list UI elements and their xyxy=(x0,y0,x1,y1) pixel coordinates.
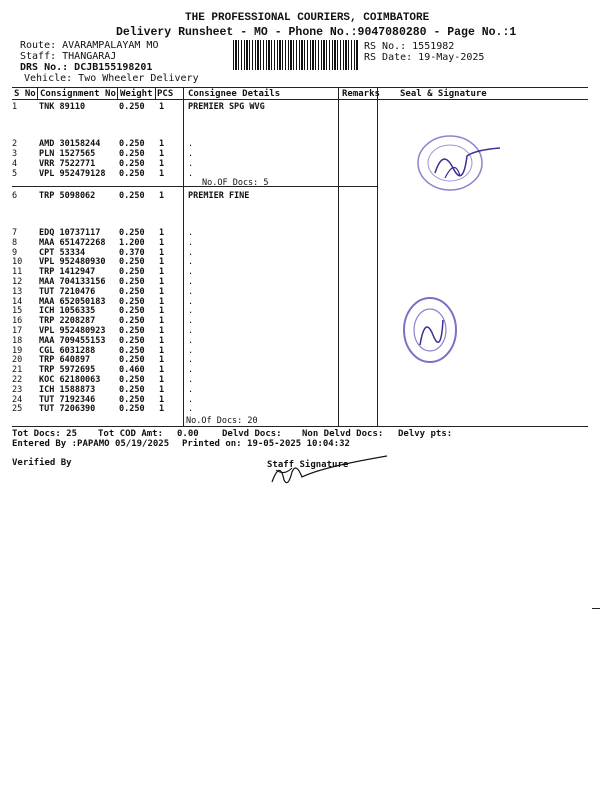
row-details: . xyxy=(188,228,194,238)
row-sno: 23 xyxy=(12,384,23,395)
row-sno: 24 xyxy=(12,394,23,405)
col-header-details: Consignee Details xyxy=(188,89,281,99)
row-details: . xyxy=(188,169,194,179)
table-row xyxy=(0,287,380,297)
row-consignment: TRP 1412947 xyxy=(39,267,96,278)
table-row xyxy=(0,306,380,316)
row-consignment: PLN 1527565 xyxy=(39,149,96,159)
table-row xyxy=(0,277,380,287)
row-pcs: 1 xyxy=(159,277,165,287)
row-consignment: VPL 952480923 xyxy=(39,326,106,336)
row-pcs: 1 xyxy=(159,267,165,278)
table-row xyxy=(0,191,380,201)
row-consignment: ICH 1588873 xyxy=(39,384,96,395)
seal-stamp-2 xyxy=(395,290,465,370)
group2-doc-count: No.Of Docs: 20 xyxy=(186,416,258,426)
row-details: . xyxy=(188,286,194,297)
row-weight: 0.370 xyxy=(119,247,145,258)
row-weight: 0.250 xyxy=(119,277,145,287)
table-row xyxy=(0,404,380,414)
row-weight: 0.250 xyxy=(119,404,145,415)
row-details: . xyxy=(188,365,194,376)
table-row xyxy=(0,326,380,336)
row-sno: 9 xyxy=(12,247,18,258)
row-details: . xyxy=(188,335,194,346)
row-pcs: 1 xyxy=(159,355,165,366)
row-weight: 0.250 xyxy=(119,316,145,327)
margin-mark xyxy=(592,608,600,609)
row-weight: 1.200 xyxy=(119,237,145,248)
row-sno: 17 xyxy=(12,326,23,336)
row-weight: 0.250 xyxy=(119,159,145,169)
row-weight: 0.250 xyxy=(119,102,145,112)
row-sno: 22 xyxy=(12,375,23,385)
rs-number: RS No.: 1551982 xyxy=(364,41,455,52)
row-sno: 19 xyxy=(12,345,23,356)
group2-consignee: PREMIER FINE xyxy=(188,191,250,201)
row-weight: 0.250 xyxy=(119,169,145,179)
row-consignment: MAA 704133156 xyxy=(39,277,106,287)
barcode xyxy=(233,40,358,70)
row-pcs: 1 xyxy=(159,102,165,112)
row-pcs: 1 xyxy=(159,257,165,268)
total-docs: Tot Docs: 25 xyxy=(12,429,78,439)
table-row xyxy=(0,316,380,326)
row-pcs: 1 xyxy=(159,247,165,258)
row-sno: 25 xyxy=(12,404,23,415)
row-pcs: 1 xyxy=(159,384,165,395)
row-weight: 0.250 xyxy=(119,394,145,405)
rs-date: RS Date: 19-May-2025 xyxy=(364,52,485,63)
row-sno: 14 xyxy=(12,296,23,307)
group1-doc-count: No.OF Docs: 5 xyxy=(202,178,269,188)
row-consignment: KOC 62180063 xyxy=(39,375,101,385)
table-bottom-rule xyxy=(12,426,588,427)
row-pcs: 1 xyxy=(159,375,165,385)
row-details: . xyxy=(188,345,194,356)
row-pcs: 1 xyxy=(159,159,165,169)
col-header-sno: S No xyxy=(14,89,36,99)
row-pcs: 1 xyxy=(159,345,165,356)
table-row xyxy=(0,385,380,395)
table-row xyxy=(0,257,380,267)
col-divider xyxy=(117,88,118,99)
row-weight: 0.250 xyxy=(119,326,145,336)
row-weight: 0.250 xyxy=(119,257,145,268)
row-details: . xyxy=(188,316,194,327)
row-weight: 0.250 xyxy=(119,306,145,317)
row-details: . xyxy=(188,326,194,336)
table-row xyxy=(0,395,380,405)
table-header-rule xyxy=(12,99,588,100)
non-delivered-docs: Non Delvd Docs: xyxy=(302,429,384,439)
row-consignment: TUT 7206390 xyxy=(39,404,96,415)
col-header-pcs: PCS xyxy=(157,89,174,99)
row-details: . xyxy=(188,306,194,317)
table-row xyxy=(0,149,380,159)
table-row xyxy=(0,267,380,277)
row-sno: 15 xyxy=(12,306,23,317)
table-row xyxy=(0,375,380,385)
row-weight: 0.250 xyxy=(119,286,145,297)
row-pcs: 1 xyxy=(159,404,165,415)
row-details: . xyxy=(188,375,194,385)
staff-signature-scribble xyxy=(262,452,392,492)
delivered-docs: Delvd Docs: xyxy=(222,429,282,439)
row-sno: 1 xyxy=(12,102,18,112)
table-row xyxy=(0,355,380,365)
row-details: . xyxy=(188,384,194,395)
table-row xyxy=(0,336,380,346)
row-weight: 0.250 xyxy=(119,296,145,307)
row-consignment: TNK 89110 xyxy=(39,102,86,112)
row-details: . xyxy=(188,394,194,405)
col-divider xyxy=(155,88,156,99)
row-pcs: 1 xyxy=(159,296,165,307)
drs-number: DRS No.: DCJB155198201 xyxy=(20,62,153,73)
row-consignment: VPL 952480930 xyxy=(39,257,106,268)
total-cod-label: Tot COD Amt: xyxy=(98,429,164,439)
total-cod-value: 0.00 xyxy=(177,429,199,439)
row-details: . xyxy=(188,139,194,149)
table-row xyxy=(0,346,380,356)
table-row xyxy=(0,297,380,307)
row-consignment: MAA 709455153 xyxy=(39,335,106,346)
row-sno: 5 xyxy=(12,169,18,179)
row-weight: 0.250 xyxy=(119,228,145,238)
row-weight: 0.250 xyxy=(119,139,145,149)
row-sno: 4 xyxy=(12,159,18,169)
row-pcs: 1 xyxy=(159,169,165,179)
row-weight: 0.460 xyxy=(119,365,145,376)
row-details: . xyxy=(188,247,194,258)
table-row xyxy=(0,228,380,238)
row-sno: 16 xyxy=(12,316,23,327)
row-consignment: MAA 651472268 xyxy=(39,237,106,248)
table-row xyxy=(0,238,380,248)
row-sno: 20 xyxy=(12,355,23,366)
delivery-points: Delvy pts: xyxy=(398,429,453,439)
row-details: . xyxy=(188,149,194,159)
row-consignment: VPL 952479128 xyxy=(39,169,106,179)
row-sno: 3 xyxy=(12,149,18,159)
row-consignment: EDQ 10737117 xyxy=(39,228,101,238)
route: Route: AVARAMPALAYAM MO xyxy=(20,40,159,51)
row-sno: 12 xyxy=(12,277,23,287)
table-row xyxy=(0,169,380,179)
row-pcs: 1 xyxy=(159,191,165,201)
row-pcs: 1 xyxy=(159,335,165,346)
row-weight: 0.250 xyxy=(119,191,145,201)
company-name: THE PROFESSIONAL COURIERS, COIMBATORE xyxy=(185,12,430,24)
table-row xyxy=(0,365,380,375)
row-consignment: MAA 652050183 xyxy=(39,296,106,307)
row-details: . xyxy=(188,159,194,169)
row-consignment: TRP 5098062 xyxy=(39,191,96,201)
row-pcs: 1 xyxy=(159,286,165,297)
row-sno: 7 xyxy=(12,228,18,238)
table-row xyxy=(0,139,380,149)
row-details: . xyxy=(188,277,194,287)
row-pcs: 1 xyxy=(159,237,165,248)
row-sno: 21 xyxy=(12,365,23,376)
row-consignment: TRP 640897 xyxy=(39,355,91,366)
col-divider xyxy=(37,88,38,99)
table-row xyxy=(0,159,380,169)
row-weight: 0.250 xyxy=(119,335,145,346)
group-divider xyxy=(12,186,378,187)
row-weight: 0.250 xyxy=(119,149,145,159)
table-row xyxy=(0,248,380,258)
printed-on: Printed on: 19-05-2025 10:04:32 xyxy=(182,439,350,449)
row-consignment: TRP 5972695 xyxy=(39,365,96,376)
row-pcs: 1 xyxy=(159,139,165,149)
row-pcs: 1 xyxy=(159,149,165,159)
row-consignment: CGL 6031288 xyxy=(39,345,96,356)
row-pcs: 1 xyxy=(159,316,165,327)
row-weight: 0.250 xyxy=(119,345,145,356)
row-weight: 0.250 xyxy=(119,355,145,366)
row-consignment: CPT 53334 xyxy=(39,247,86,258)
entered-by: Entered By :PAPAMO 05/19/2025 xyxy=(12,439,170,449)
row-pcs: 1 xyxy=(159,306,165,317)
row-weight: 0.250 xyxy=(119,375,145,385)
row-sno: 18 xyxy=(12,335,23,346)
row-details: . xyxy=(188,404,194,415)
row-weight: 0.250 xyxy=(119,267,145,278)
row-consignment: TUT 7210476 xyxy=(39,286,96,297)
row-details: . xyxy=(188,355,194,366)
col-header-seal: Seal & Signature xyxy=(400,89,487,99)
col-header-remarks: Remarks xyxy=(342,89,380,99)
group1-consignee: PREMIER SPG WVG xyxy=(188,102,265,112)
row-sno: 10 xyxy=(12,257,23,268)
row-sno: 11 xyxy=(12,267,23,278)
row-consignment: TUT 7192346 xyxy=(39,394,96,405)
table-top-rule xyxy=(12,87,588,88)
col-header-weight: Weight xyxy=(120,89,153,99)
row-consignment: ICH 1056335 xyxy=(39,306,96,317)
row-pcs: 1 xyxy=(159,394,165,405)
row-sno: 8 xyxy=(12,237,18,248)
row-sno: 6 xyxy=(12,191,18,201)
row-consignment: TRP 2208287 xyxy=(39,316,96,327)
row-consignment: AMD 30158244 xyxy=(39,139,101,149)
staff: Staff: THANGARAJ xyxy=(20,51,117,62)
row-pcs: 1 xyxy=(159,365,165,376)
row-sno: 13 xyxy=(12,286,23,297)
row-consignment: VRR 7522771 xyxy=(39,159,96,169)
row-pcs: 1 xyxy=(159,228,165,238)
row-details: . xyxy=(188,296,194,307)
staff-signature-label: Staff Signature xyxy=(267,460,349,470)
col-header-consignment: Consignment No xyxy=(40,89,116,99)
seal-stamp-1 xyxy=(405,128,515,198)
row-sno: 2 xyxy=(12,139,18,149)
table-row xyxy=(0,102,380,112)
verified-by: Verified By xyxy=(12,458,72,468)
row-details: . xyxy=(188,257,194,268)
runsheet-title: Delivery Runsheet - MO - Phone No.:9047080280 - Page No.:1 xyxy=(116,26,517,39)
row-weight: 0.250 xyxy=(119,384,145,395)
row-details: . xyxy=(188,267,194,278)
row-pcs: 1 xyxy=(159,326,165,336)
row-details: . xyxy=(188,237,194,248)
vehicle: Vehicle: Two Wheeler Delivery xyxy=(24,73,199,84)
